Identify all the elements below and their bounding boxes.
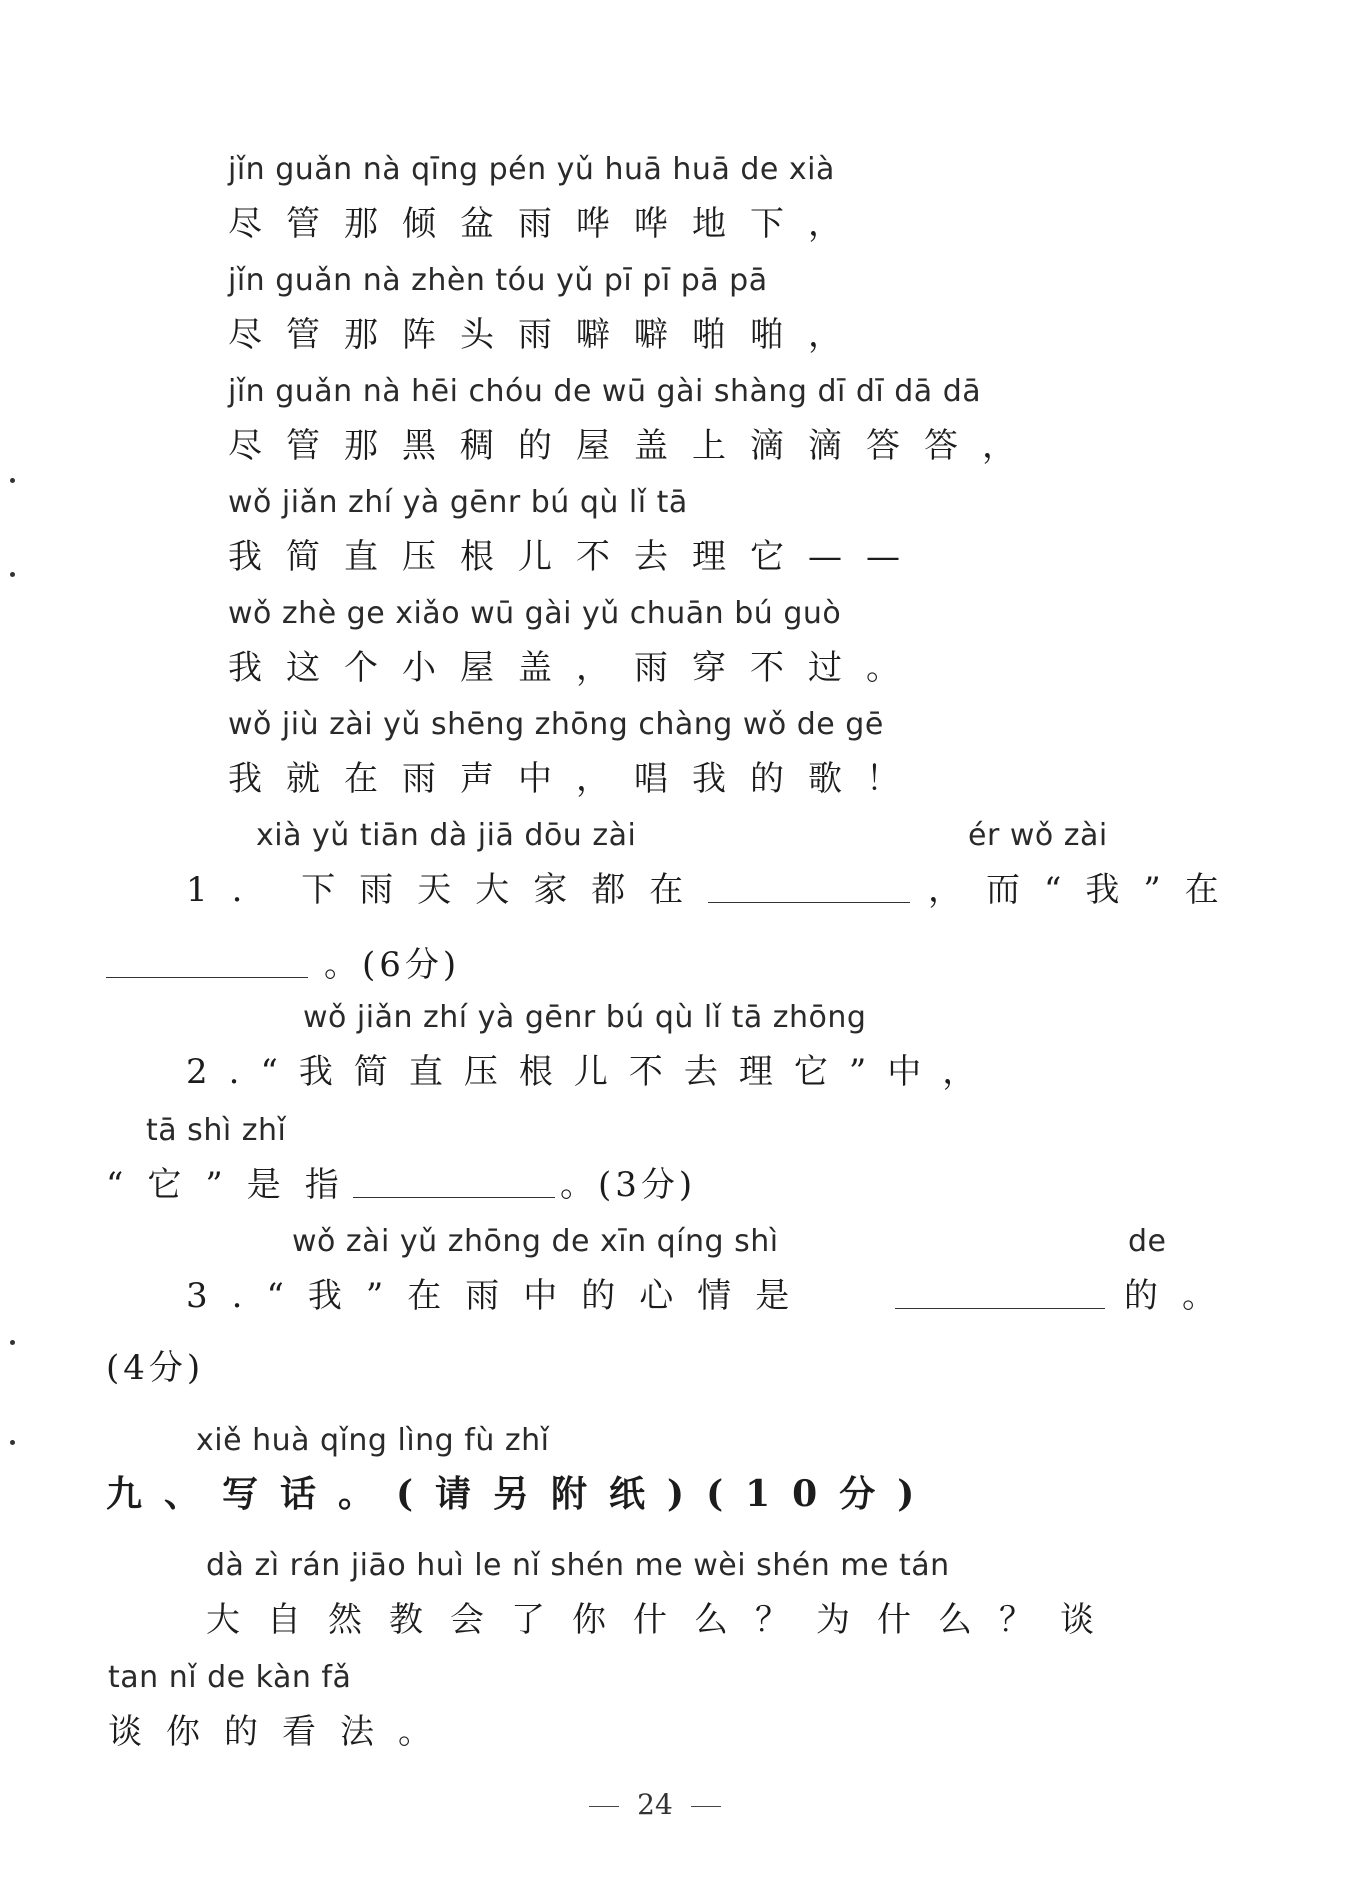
poem-line-1-pinyin: jǐn guǎn nà qīng pén yǔ huā huā de xià (228, 152, 835, 187)
q3-text-b: 的。 (1124, 1276, 1240, 1316)
q2-pinyin-b: tā shì zhǐ (146, 1113, 287, 1148)
section9-prompt-2-text: 谈你的看法。 (108, 1712, 456, 1752)
margin-dot (10, 572, 15, 577)
section9-pinyin: xiě huà qǐng lìng fù zhǐ (196, 1423, 550, 1458)
page-number (0, 1788, 1310, 1821)
q3-answer-blank[interactable] (895, 1308, 1105, 1309)
q3-text-a: 3.“我”在雨中的心情是 (186, 1276, 814, 1316)
q2-text-b: “它”是指 (106, 1165, 363, 1205)
q2-text-a: 2.“我简直压根儿不去理它”中， (186, 1052, 998, 1092)
margin-dot (10, 1440, 15, 1445)
section9-title: 九、写话。(请另附纸)(10分) (106, 1473, 937, 1515)
poem-line-2-text: 尽管那阵头雨噼噼啪啪， (228, 315, 866, 355)
poem-line-3-text: 尽管那黑稠的屋盖上滴滴答答， (228, 426, 1040, 466)
poem-line-5-pinyin: wǒ zhè ge xiǎo wū gài yǔ chuān bú guò (228, 596, 842, 631)
poem-line-4-pinyin: wǒ jiǎn zhí yà gēnr bú qù lǐ tā (228, 485, 688, 520)
q1-answer-blank-2[interactable] (106, 977, 308, 978)
q1-answer-blank-1[interactable] (708, 902, 910, 903)
q1-score: 。(6分) (324, 945, 461, 985)
page-number-value: 24 (637, 1788, 673, 1821)
poem-line-3-pinyin: jǐn guǎn nà hēi chóu de wū gài shàng dī dī dā dā (228, 374, 982, 409)
q2-pinyin-a: wǒ jiǎn zhí yà gēnr bú qù lǐ tā zhōng (303, 1000, 867, 1035)
margin-dot (10, 1340, 15, 1345)
page-number-dash-right (691, 1806, 721, 1807)
q3-pinyin-b: de (1128, 1224, 1167, 1259)
page-number-dash-left (589, 1806, 619, 1807)
section9-prompt-1-pinyin: dà zì rán jiāo huì le nǐ shén me wèi shén me tán (206, 1548, 950, 1583)
poem-line-6-text: 我就在雨声中，唱我的歌！ (228, 759, 924, 799)
poem-line-2-pinyin: jǐn guǎn nà zhèn tóu yǔ pī pī pā pā (228, 263, 768, 298)
poem-line-1-text: 尽管那倾盆雨哗哗地下， (228, 204, 866, 244)
poem-line-6-pinyin: wǒ jiù zài yǔ shēng zhōng chàng wǒ de gē (228, 707, 884, 742)
poem-line-4-text: 我简直压根儿不去理它—— (228, 537, 924, 577)
q1-text-b: ，而“我”在 (928, 870, 1243, 910)
q3-pinyin-a: wǒ zài yǔ zhōng de xīn qíng shì (292, 1224, 779, 1259)
q3-score: (4分) (106, 1348, 205, 1388)
q1-pinyin-b: ér wǒ zài (968, 818, 1108, 853)
poem-line-5-text: 我这个小屋盖，雨穿不过。 (228, 648, 924, 688)
q2-score: 。(3分) (560, 1165, 697, 1205)
q1-pinyin-a: xià yǔ tiān dà jiā dōu zài (256, 818, 637, 853)
section9-prompt-1-text: 大自然教会了你什么？为什么？谈 (206, 1600, 1121, 1640)
q2-answer-blank[interactable] (353, 1197, 555, 1198)
margin-dot (10, 478, 15, 483)
section9-prompt-2-pinyin: tan nǐ de kàn fǎ (108, 1660, 352, 1695)
q1-text-a: 1. 下雨天大家都在 (186, 870, 708, 910)
